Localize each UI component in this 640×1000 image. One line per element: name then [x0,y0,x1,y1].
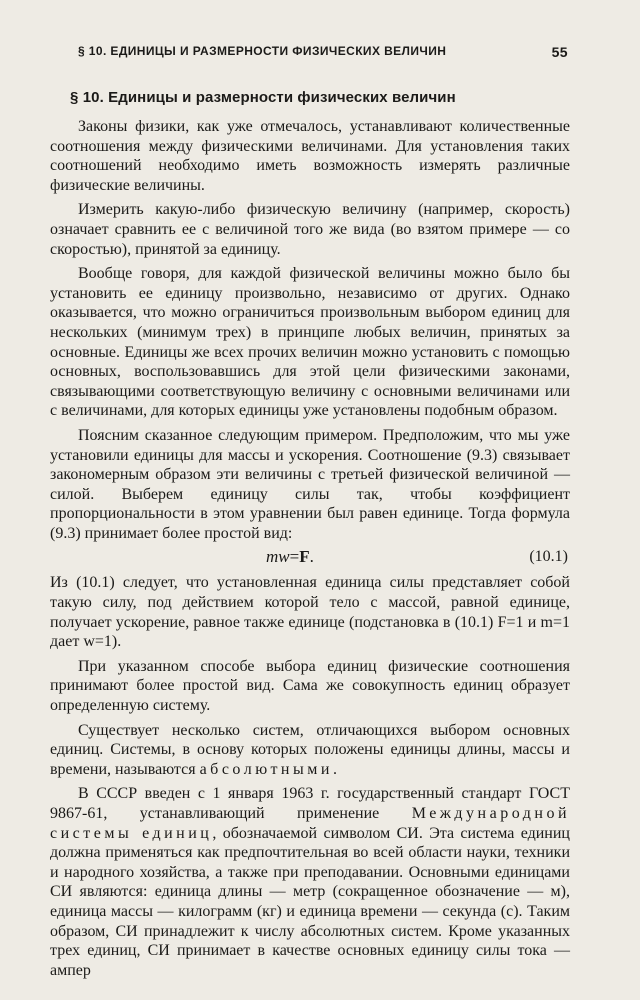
term-si: Международной системы единиц [50,805,570,842]
equation-number: (10.1) [529,548,568,566]
paragraph-after-formula: Из (10.1) следует, что установленная единица силы представляет собой такую силу, под действием которой тело с массой, равной единице, получает ускорение, равное также единице (подстановка в (10.1) F=1 и m=1 дает w=1). [50,574,570,651]
systems-end: . [332,760,337,778]
si-rest: , обозначаемой символом СИ. Эта система единиц должна применяться как предпочтительная во всей области науки, техники и народного хозяйства, а также при преподавании. Основными единицами СИ являются: единица длины — метр (сокращенное обозначение — м), единица массы — килограмм (кг) и единица времени — секунда (с). Таким образом, СИ принадлежит к числу абсолютных систем. Кроме указанных трех единиц, СИ принимает в качестве основных единицу силы тока — ампер [50,824,570,979]
section-title: § 10. Единицы и размерности физических величин [70,89,456,106]
term-absolute: абсолютными [199,760,333,778]
si-intro: В СССР введен с 1 января 1963 г. государственный стандарт ГОСТ 9867-61, устанавливающий применение [50,785,570,822]
paragraph-units-choice: Вообще говоря, для каждой физической величины можно было бы установить ее единицу произвольно, независимо от других. Однако оказывается, что можно ограничиться произвольным выбором единиц для нескольких (минимум трех) в принципе любых величин, принятых за основные. Единицы же всех прочих величин можно установить с помощью основных, воспользовавшись для этой цели физическими законами, связывающими соответствующую величину с основными величинами или с величинами, для которых единицы уже установлены подобным образом. [50,265,570,420]
paragraph-si [50,784,570,980]
running-title: § 10. ЕДИНИЦЫ И РАЗМЕРНОСТИ ФИЗИЧЕСКИХ ВЕЛИЧИН [78,44,447,58]
body-text [50,117,570,985]
formula-rhs: F [299,547,310,567]
formula-lhs: mw [266,547,290,567]
formula [266,547,314,567]
formula-line [50,545,570,569]
paragraph-measure: Измерить какую-либо физическую величину (например, скорость) означает сравнить ее с величиной того же вида (во взятом примере — со скоростью), принятой за единицу. [50,201,570,258]
paragraph-example: Поясним сказанное следующим примером. Предположим, что мы уже установили единицы для массы и ускорения. Соотношение (9.3) связывает закономерным образом эти величины с третьей физической величиной — силой. Выберем единицу силы так, чтобы коэффициент пропорциональности в этом уравнении был равен единице. Тогда формула (9.3) принимает более простой вид: [50,426,570,542]
paragraph-systems [50,721,570,780]
systems-text: Существует несколько систем, отличающихся выбором основных единиц. Системы, в основу которых положены единицы длины, массы и времени, называются [50,721,570,778]
page-number: 55 [551,44,568,60]
paragraph-system: При указанном способе выбора единиц физические соотношения принимают более простой вид. Сама же совокупность единиц образует определенную систему. [50,657,570,715]
paragraph-laws: Законы физики, как уже отмечалось, устанавливают количественные соотношения между физическими величинами. Для установления таких соотношений необходимо иметь возможность измерять различные физические величины. [50,118,570,194]
formula-equals: = [289,547,300,567]
formula-end: . [309,547,314,567]
